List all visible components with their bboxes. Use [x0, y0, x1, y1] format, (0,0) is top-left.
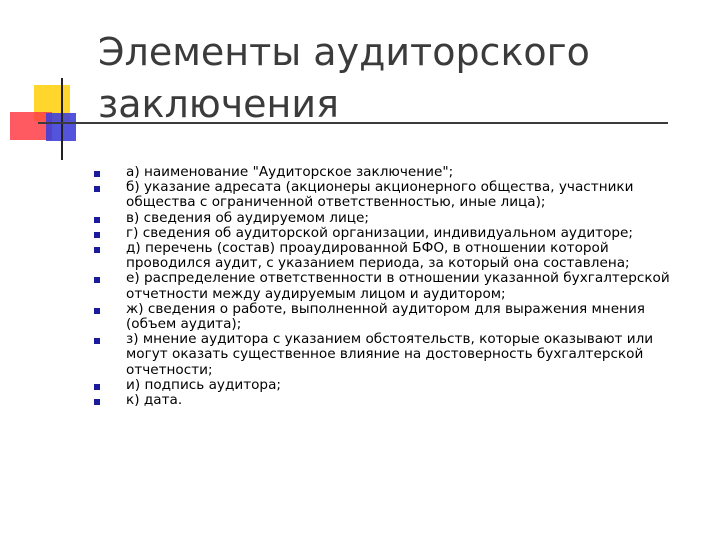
list-item-text: з) мнение аудитора с указанием обстоятельств, которые оказывают или могут оказать существенное влияние на достоверность бухгалтерской отчетности; [126, 331, 654, 378]
list-item [92, 378, 692, 393]
list-item [92, 165, 692, 180]
bullet-list [92, 165, 692, 408]
list-item-text: д) перечень (состав) проаудированной БФО, в отношении которой проводился аудит, с указанием периода, за который она составлена; [126, 240, 630, 272]
list-item [92, 180, 692, 210]
square-bullet-icon [94, 232, 100, 238]
list-item [92, 211, 692, 226]
square-bullet-icon [94, 186, 100, 192]
slide-title: Элементы аудиторского заключения [98, 30, 590, 126]
square-bullet-icon [94, 399, 100, 405]
list-item [92, 226, 692, 241]
list-item [92, 393, 692, 408]
list-item-text: г) сведения об аудиторской организации, индивидуальном аудиторе; [126, 224, 633, 241]
square-bullet-icon [94, 247, 100, 253]
list-item-text: в) сведения об аудируемом лице; [126, 209, 370, 226]
list-item-text: б) указание адресата (акционеры акционерного общества, участники общества с ограниченной ответственностью, иные лица); [126, 179, 634, 211]
square-bullet-icon [94, 171, 100, 177]
list-item [92, 271, 692, 301]
list-item [92, 332, 692, 378]
list-item-text: ж) сведения о работе, выполненной аудитором для выражения мнения (объем аудита); [126, 300, 645, 333]
list-item-text: а) наименование "Аудиторское заключение"; [126, 164, 454, 180]
square-bullet-icon [94, 338, 100, 344]
square-bullet-icon [94, 217, 100, 223]
square-bullet-icon [94, 384, 100, 390]
decor-vertical-line [61, 78, 63, 160]
list-item [92, 302, 692, 332]
square-bullet-icon [94, 308, 100, 314]
list-item-text: и) подпись аудитора; [126, 376, 281, 393]
list-item-text: е) распределение ответственности в отношении указанной бухгалтерской отчетности между аудируемым лицом и аудитором; [126, 270, 670, 302]
list-item-text: к) дата. [126, 392, 183, 409]
square-bullet-icon [94, 277, 100, 283]
list-item [92, 241, 692, 271]
